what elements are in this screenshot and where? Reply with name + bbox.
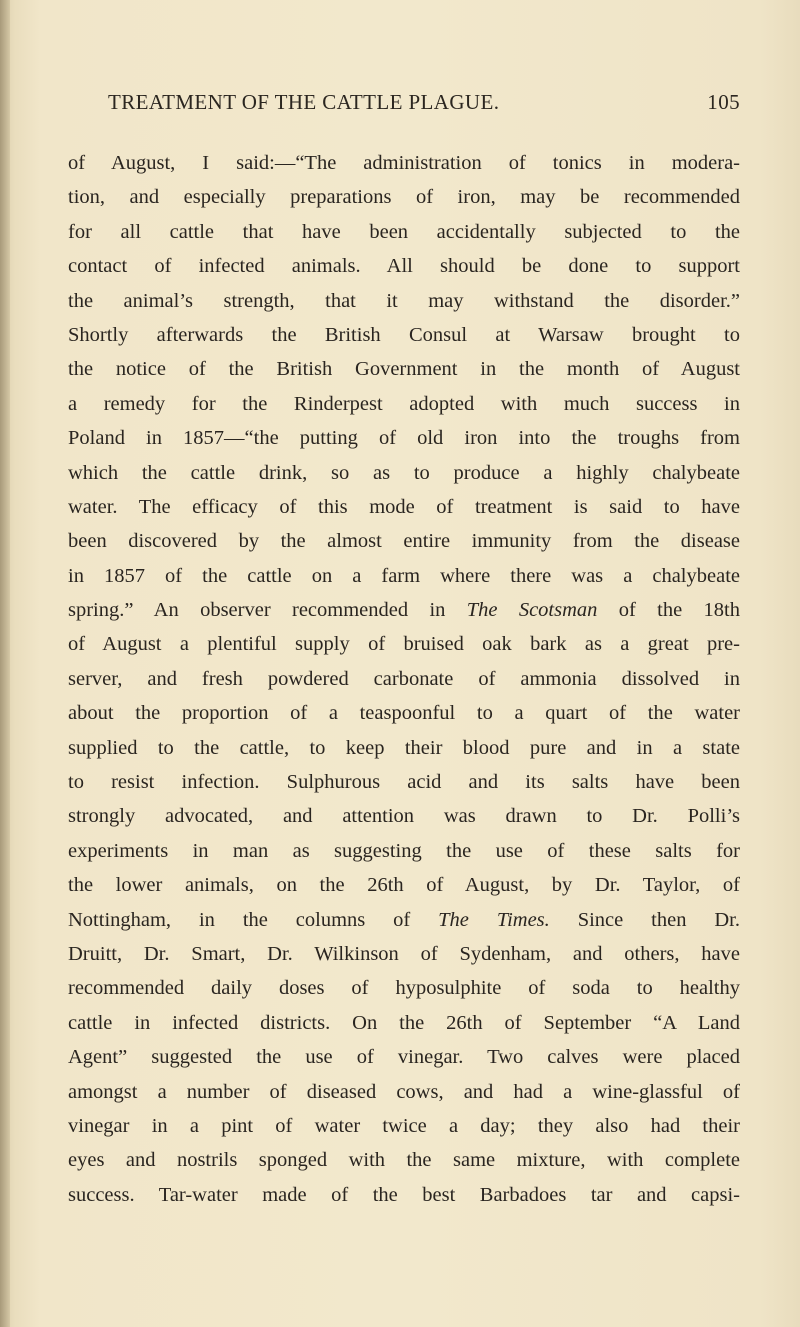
text-line: which the cattle drink, so as to produce a highly chalybeate <box>68 461 740 484</box>
page-number: 105 <box>707 90 740 114</box>
text-line: a remedy for the Rinderpest adopted with much success in <box>68 392 740 415</box>
text-line: Shortly afterwards the British Consul at Warsaw brought to <box>68 323 740 346</box>
text-line <box>68 903 740 937</box>
text-line: of August, I said:—“The administration of tonics in modera- <box>68 152 740 174</box>
text-line: in 1857 of the cattle on a farm where there was a chalybeate <box>68 564 740 587</box>
text-line: Druitt, Dr. Smart, Dr. Wilkinson of Sydenham, and others, have <box>68 942 740 965</box>
text-run: Since then Dr. <box>549 908 740 931</box>
text-line: recommended daily doses of hyposulphite of soda to healthy <box>68 977 740 1000</box>
text-line: eyes and nostrils sponged with the same mixture, with complete <box>68 1149 740 1172</box>
italic-title: The Scotsman <box>466 599 598 622</box>
text-line: cattle in infected districts. On the 26th of September “A Land <box>68 1011 740 1034</box>
binding-edge <box>0 0 10 1327</box>
text-line: about the proportion of a teaspoonful to a quart of the water <box>68 702 740 725</box>
text-line: vinegar in a pint of water twice a day; they also had their <box>68 1114 740 1137</box>
text-line: tion, and especially preparations of iron, may be recommended <box>68 186 740 209</box>
text-line: supplied to the cattle, to keep their blood pure and in a state <box>68 736 740 759</box>
text-run: spring.” An observer recommended in <box>68 599 467 622</box>
running-title: TREATMENT OF THE CATTLE PLAGUE. <box>108 90 500 114</box>
text-line: water. The efficacy of this mode of treatment is said to have <box>68 495 740 518</box>
text-line <box>68 593 740 627</box>
text-line: amongst a number of diseased cows, and had a wine-glassful of <box>68 1080 740 1103</box>
italic-title: The Times. <box>438 908 550 931</box>
text-line: the lower animals, on the 26th of August, by Dr. Taylor, of <box>68 874 740 897</box>
text-line: contact of infected animals. All should be done to support <box>68 255 740 278</box>
text-run: of the 18th <box>597 599 740 622</box>
text-line: success. Tar-water made of the best Barbadoes tar and capsi- <box>68 1183 740 1206</box>
running-head <box>68 90 740 122</box>
text-line: the notice of the British Government in the month of August <box>68 358 740 381</box>
body-text <box>68 146 740 1212</box>
text-line: Poland in 1857—“the putting of old iron into the troughs from <box>68 427 740 450</box>
text-line: to resist infection. Sulphurous acid and its salts have been <box>68 771 740 794</box>
text-line: strongly advocated, and attention was drawn to Dr. Polli’s <box>68 805 740 828</box>
text-line: Agent” suggested the use of vinegar. Two calves were placed <box>68 1046 740 1069</box>
text-line: experiments in man as suggesting the use of these salts for <box>68 839 740 862</box>
text-line: been discovered by the almost entire immunity from the disease <box>68 530 740 553</box>
text-line: for all cattle that have been accidentally subjected to the <box>68 220 740 243</box>
text-line: the animal’s strength, that it may withstand the disorder.” <box>68 289 740 312</box>
text-line: of August a plentiful supply of bruised oak bark as a great pre- <box>68 633 740 656</box>
text-line: server, and fresh powdered carbonate of ammonia dissolved in <box>68 667 740 690</box>
text-run: Nottingham, in the columns of <box>68 908 439 931</box>
